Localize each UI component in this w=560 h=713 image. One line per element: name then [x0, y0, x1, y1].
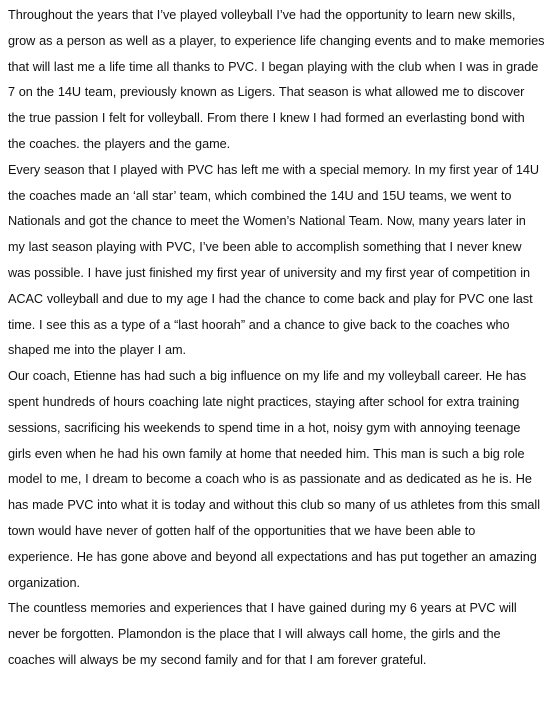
text-line: The countless memories and experiences that I have gained during my 6 years at PVC will	[8, 601, 517, 616]
text-line: grow as a person as well as a player, to experience life changing events and to make memories	[8, 33, 545, 48]
text-line: girls even when he had his own family at home that needed him. This man is such a big role	[8, 446, 525, 461]
text-line: that will last me a life time all thanks to PVC. I began playing with the club when I was in grade	[8, 59, 539, 74]
text-line: ACAC volleyball and due to my age I had the chance to come back and play for PVC one last	[8, 291, 533, 306]
text-line: model to me, I dream to become a coach who is as passionate and as dedicated as he is. He	[8, 472, 532, 487]
text-line: Every season that I played with PVC has left me with a special memory. In my first year of 14U	[8, 162, 540, 177]
paragraph-3	[8, 364, 556, 596]
text-line: spent hundreds of hours coaching late night practices, staying after school for extra training	[8, 394, 520, 409]
text-line: Nationals and got the chance to meet the Women’s National Team. Now, many years later in	[8, 214, 526, 229]
text-line: the coaches made an ‘all star’ team, which combined the 14U and 15U teams, we went to	[8, 188, 512, 203]
paragraph-2	[8, 158, 556, 364]
text-line: was possible. I have just finished my first year of university and my first year of competition in	[8, 265, 531, 280]
text-line: experience. He has gone above and beyond all expectations and has put together an amazing	[8, 549, 537, 564]
text-line: organization.	[8, 575, 80, 590]
paragraph-4	[8, 596, 556, 673]
text-line: coaches will always be my second family and for that I am forever grateful.	[8, 652, 427, 667]
text-line: my last season playing with PVC, I’ve been able to accomplish something that I never knew	[8, 240, 522, 255]
text-line: Throughout the years that I’ve played volleyball I’ve had the opportunity to learn new skills,	[8, 8, 516, 22]
text-line: time. I see this as a type of a “last hoorah” and a chance to give back to the coaches who	[8, 317, 510, 332]
text-line: sessions, sacrificing his weekends to spend time in a hot, noisy gym with annoying teenage	[8, 420, 521, 435]
text-line: town would have never of gotten half of the opportunities that we have been able to	[8, 523, 476, 538]
text-line: has made PVC into what it is today and without this club so many of us athletes from this small	[8, 498, 540, 513]
paragraph-1	[8, 3, 556, 158]
text-line: the true passion I felt for volleyball. From there I knew I had formed an everlasting bond with	[8, 111, 525, 126]
document-body	[8, 3, 556, 674]
text-line: shaped me into the player I am.	[8, 343, 186, 358]
text-line: never be forgotten. Plamondon is the place that I will always call home, the girls and the	[8, 627, 501, 642]
text-line: the coaches. the players and the game.	[8, 136, 231, 151]
text-line: Our coach, Etienne has had such a big influence on my life and my volleyball career. He has	[8, 369, 527, 384]
text-line: 7 on the 14U team, previously known as Ligers. That season is what allowed me to discover	[8, 85, 525, 100]
